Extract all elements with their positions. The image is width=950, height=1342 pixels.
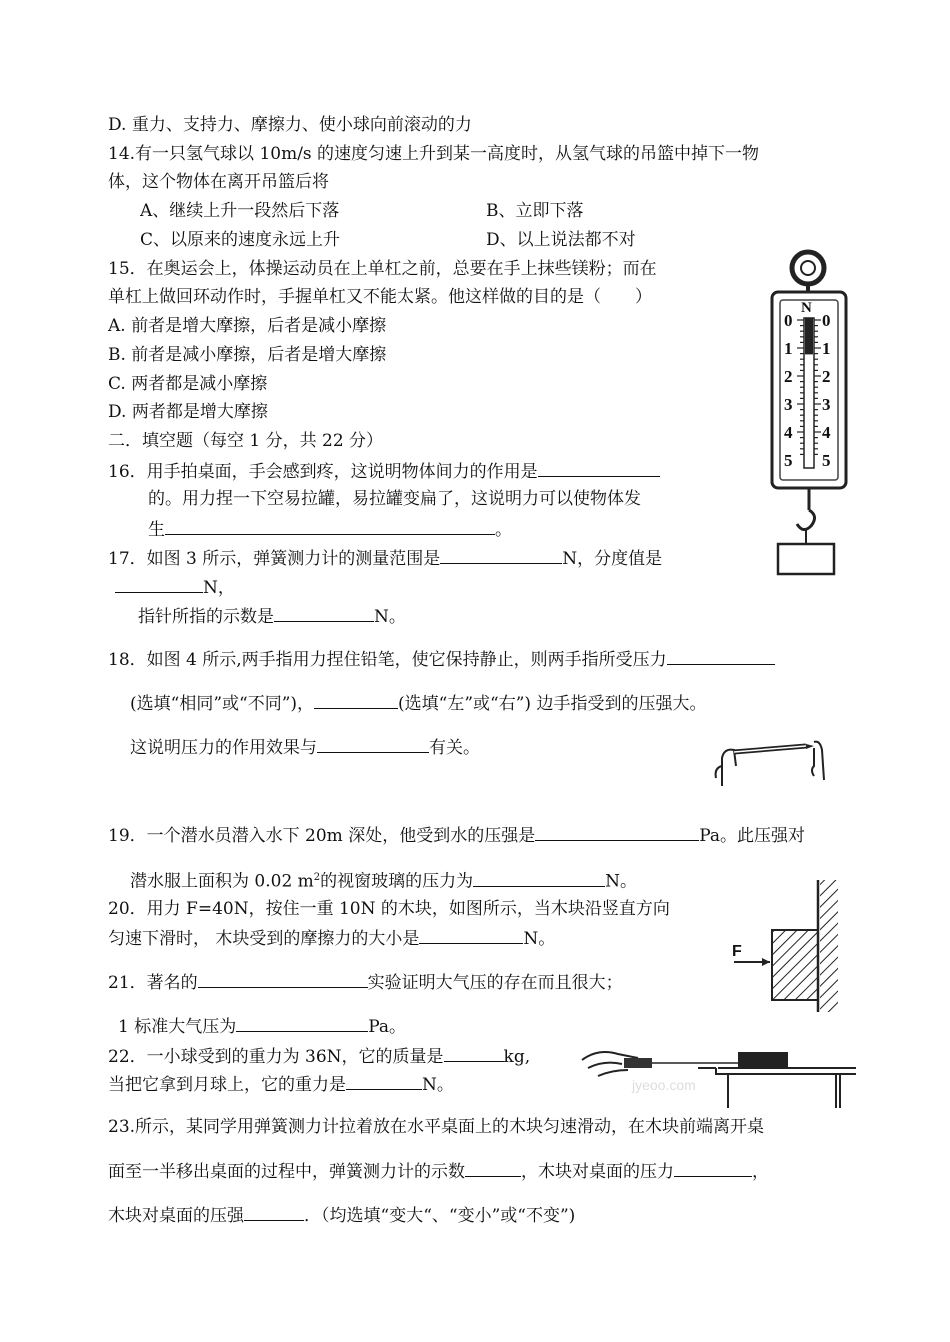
scale-tick-label: 3 (822, 395, 831, 414)
q19-text: N。 (605, 871, 638, 892)
q18-text: 有关。 (429, 738, 480, 758)
q18-blank-3[interactable] (317, 735, 429, 753)
q23-blank-1[interactable] (465, 1159, 521, 1177)
q23-text-2 (108, 1159, 769, 1183)
q21-text: 实验证明大气压的存在而且很大； (367, 973, 623, 993)
scale-tick-label: 0 (784, 311, 793, 330)
q17-text: 17．如图 3 所示，弹簧测力计的测量范围是 (108, 549, 441, 569)
q17-blank-division[interactable] (115, 575, 203, 593)
q19-text-1 (108, 823, 805, 847)
q23-blank-3[interactable] (244, 1203, 304, 1221)
q22-blank-1[interactable] (444, 1044, 504, 1062)
q22-blank-2[interactable] (346, 1072, 422, 1090)
q15-text-2: 单杠上做回环动作时，手握单杠又不能太紧。他这样做的目的是（ ） (108, 287, 652, 307)
q20-text-2 (108, 926, 555, 950)
q17-text: N， (203, 578, 235, 598)
q23-text: 面至一半移出桌面的过程中，弹簧测力计的示数 (108, 1162, 465, 1182)
weight-block (778, 544, 834, 574)
q22-text: N。 (422, 1075, 454, 1095)
q22-text: kg, (503, 1047, 531, 1067)
q15-text-1: 15．在奥运会上，体操运动员在上单杠之前，总要在手上抹些镁粉；而在 (108, 259, 657, 279)
q18-blank-1[interactable] (667, 647, 775, 665)
q18-text: 18．如图 4 所示,两手指用力捏住铅笔，使它保持静止，则两手指所受压力 (108, 650, 667, 670)
right-finger (812, 742, 824, 780)
q17-blank-range[interactable] (440, 546, 562, 564)
q15-option-b: B. 前者是减小摩擦，后者是增大摩擦 (108, 345, 387, 365)
q20-text-1: 20．用力 F=40N，按住一重 10N 的木块，如图所示，当木块沿竖直方向 (108, 899, 670, 919)
q20-text: N。 (523, 929, 556, 949)
q21-blank-2[interactable] (236, 1014, 368, 1032)
left-finger (716, 750, 736, 786)
q23-text-1: 23.所示，某同学用弹簧测力计拉着放在水平桌面上的木块匀速滑动，在木块前端离开桌 (108, 1117, 765, 1137)
q21-text-2 (118, 1014, 406, 1038)
hook-icon (797, 510, 815, 530)
q18-text-2 (130, 691, 706, 715)
scale-tick-label: 4 (784, 423, 793, 442)
q14-option-c: C、以原来的速度永远上升 (140, 230, 341, 250)
q17-text: N。 (374, 607, 406, 627)
q15-option-d: D. 两者都是增大摩擦 (108, 402, 268, 422)
q21-text: 21．著名的 (108, 973, 198, 993)
spring-scale-figure (760, 248, 900, 583)
scale-unit-label: N (801, 300, 812, 316)
q16-blank-1[interactable] (538, 459, 660, 477)
q14-option-d: D、以上说法都不对 (486, 230, 636, 250)
q22-text-1 (108, 1044, 530, 1068)
q17-text-3 (138, 604, 406, 628)
scale-tick-label: 5 (822, 451, 831, 470)
q21-text: 1 标准大气压为 (118, 1017, 237, 1037)
block-wall-figure (726, 876, 856, 1014)
q19-text: Pa。此压强对 (699, 826, 806, 846)
table-pull-figure (578, 1040, 860, 1110)
force-label: F (732, 943, 742, 960)
q19-text-2 (130, 867, 637, 893)
pencil-fingers-figure (710, 736, 830, 792)
q16-text: 16．用手拍桌面，手会感到疼，这说明物体间力的作用是 (108, 462, 538, 482)
section-2-heading: 二．填空题（每空 1 分，共 22 分） (108, 431, 384, 451)
q19-text: 19．一个潜水员潜入水下 20m 深处，他受到水的压强是 (108, 826, 536, 846)
wooden-block (772, 930, 818, 1000)
q14-text-2: 体，这个物体在离开吊篮后将 (108, 172, 329, 192)
q18-blank-2[interactable] (314, 691, 398, 709)
scale-tick-label: 1 (784, 339, 793, 358)
q16-text: 。 (495, 520, 512, 540)
q14-text-1: 14.有一只氢气球以 10m/s 的速度匀速上升到某一高度时，从氢气球的吊篮中掉下一物 (108, 144, 760, 164)
q14-option-a: A、继续上升一段然后下落 (140, 201, 340, 221)
q20-text: 匀速下滑时， 木块受到的摩擦力的大小是 (108, 929, 420, 949)
q18-text: 这说明压力的作用效果与 (130, 738, 317, 758)
q17-blank-reading[interactable] (274, 604, 374, 622)
scale-tick-label: 4 (822, 423, 831, 442)
q17-text-2 (115, 575, 235, 599)
q17-text: N，分度值是 (562, 549, 663, 569)
table (716, 1068, 856, 1108)
q16-blank-2[interactable] (165, 517, 495, 535)
scale-tick-label: 2 (784, 367, 793, 386)
q19-superscript: 2 (313, 872, 321, 883)
q19-text: 潜水服上面积为 0.02 m (130, 871, 314, 892)
q16-text-2: 的。用力捏一下空易拉罐，易拉罐变扁了，这说明力可以使物体发 (148, 489, 641, 509)
q22-text: 当把它拿到月球上，它的重力是 (108, 1075, 346, 1095)
q15-option-c: C. 两者都是减小摩擦 (108, 374, 268, 394)
watermark: jyeoo.com (632, 1077, 696, 1093)
scale-tick-label: 2 (822, 367, 831, 386)
q22-text: 22．一小球受到的重力为 36N，它的质量是 (108, 1047, 444, 1067)
scale-pointer (805, 318, 813, 354)
small-block (738, 1052, 788, 1068)
q18-text: (选填“相同”或“不同”)， (130, 694, 315, 714)
q18-text-3 (130, 735, 480, 759)
q22-text-2 (108, 1072, 454, 1096)
q16-text-1 (108, 459, 660, 483)
q20-blank[interactable] (419, 926, 523, 944)
q18-text: (选填“左”或“右”) 边手指受到的压强大。 (398, 694, 707, 714)
q15-option-a: A. 前者是增大摩擦，后者是减小摩擦 (108, 316, 387, 336)
option-d-q13: D. 重力、支持力、摩擦力、使小球向前滚动的力 (108, 115, 472, 135)
q17-text: 指针所指的示数是 (138, 607, 274, 627)
q21-blank-1[interactable] (198, 970, 368, 988)
scale-tick-label: 0 (822, 311, 831, 330)
q17-text-1 (108, 546, 662, 570)
q21-text: Pa。 (368, 1017, 407, 1037)
q19-blank-1[interactable] (535, 823, 699, 841)
scale-tick-label: 5 (784, 451, 793, 470)
scale-tick-label: 1 (822, 339, 831, 358)
q14-option-b: B、立即下落 (486, 201, 584, 221)
q23-blank-2[interactable] (674, 1159, 752, 1177)
spring-scale-small (624, 1058, 652, 1068)
q21-text-1 (108, 970, 623, 994)
q16-text: 生 (148, 520, 165, 540)
q18-text-1 (108, 647, 775, 671)
q23-text: ．（均选填“变大“、“变小”或“不变”) (304, 1206, 576, 1226)
q23-text-3 (108, 1203, 575, 1227)
q19-text: 的视窗玻璃的压力为 (320, 871, 474, 892)
ring-icon (792, 252, 824, 284)
q16-text-3 (148, 517, 512, 541)
q23-text: ，木块对桌面的压力 (521, 1162, 674, 1182)
q19-blank-2[interactable] (473, 869, 605, 887)
q23-text: 木块对桌面的压强 (108, 1206, 244, 1226)
scale-tick-label: 3 (784, 395, 793, 414)
q23-text: ， (752, 1162, 769, 1182)
